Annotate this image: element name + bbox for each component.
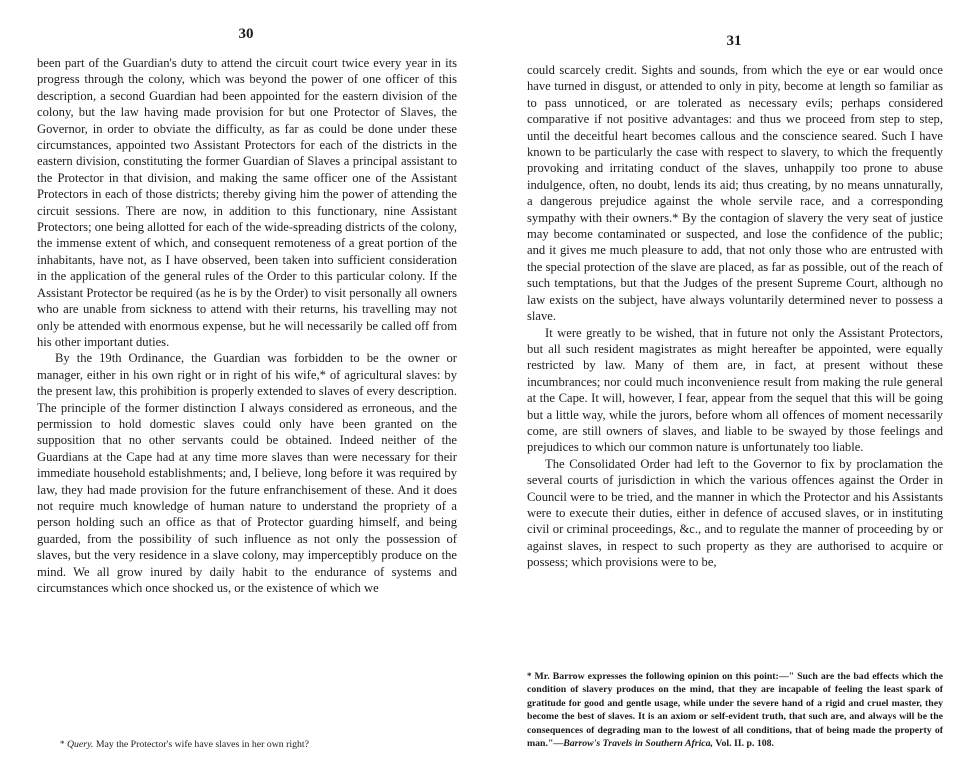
page-number: 31: [726, 33, 742, 49]
footnote-citation: Barrow's Travels in Southern Africa,: [563, 738, 713, 750]
paragraph: By the 19th Ordinance, the Guardian was forbidden to be the owner or manager, either in his own right or in right of his wife,* of agricultural slaves: by the present law, this prohibition is properly extended to slaves of every description. The principle of the former distinction I always considered as erroneous, and the permission to hold domestic slaves could only have been granted on the supposition that no other servants could be obtained. Indeed neither of the Guardians at the Cape had at any time more slaves than were necessary for their immediate household establishments; and, I believe, long before it was required by law, they had made provision for the future enfranchisement of these. And it does not require much knowledge of human nature to understand the propriety of a person holding such an office as that of Protector guarding himself, and being guarded, from the possibility of such influence as not only the possession of slaves, but the very residence in a slave colony, may imperceptibly produce on the mind. We all grow inured by daily habit to the endurance of systems and circumstances which once shocked us, or the existence of which we: [37, 351, 457, 595]
footnote-citation-tail: Vol. II. p. 108.: [715, 738, 774, 750]
footnote-text: May the Protector's wife have slaves in her own right?: [95, 739, 309, 750]
footnote: [60, 738, 440, 751]
footnote-label: Query.: [66, 739, 94, 750]
footnote: [527, 670, 943, 750]
page-number: 30: [238, 26, 254, 42]
paragraph: could scarcely credit. Sights and sounds, from which the eye or ear would once have turned in disgust, or attended to only in pity, become at length so familiar as to pass unnoticed, or are tolerated as necessary evils; perhaps considered comparative if not positive advantages: and thus we proceed from step to step, until the deceitful heart becomes callous and the conscience seared. Such I have known to be particularly the case with respect to slavery, to which the frequently provoking and irritating conduct of the slaves, unhappily too prone to abuse indulgence, often, no doubt, lends its aid; thus creating, by no means unnaturally, a dangerous prejudice against the whole servile race, and a corresponding sympathy with their owners.* By the contagion of slavery the very seat of justice may become contaminated or suspected, and lose the confidence of the public; and it gives me much pleasure to add, that not only those who are entrusted with the special protection of the slave are placed, as far as possible, out of the reach of such temptations, but that the Judges of the present Supreme Court, although no law exists on the subject, have always voluntarily determined never to possess a slave.: [527, 63, 943, 324]
paragraph: It were greatly to be wished, that in future not only the Assistant Protectors, but all such resident magistrates as might hereafter be appointed, were equally restricted by law. Many of them are, in fact, at present without these incumbrances; nor could much inconvenience result from making the rule general at the Cape. It will, however, I fear, appear from the sequel that this will be going but a little way, while the jurors, before whom all offences of moment necessarily come, are still owners of slaves, and liable to be swayed by those feelings and prejudices to which our common nature is unfortunately too liable.: [527, 325, 943, 455]
paragraph: The Consolidated Order had left to the Governor to fix by proclamation the several courts of jurisdiction in which the various offences against the Order in Council were to be tried, and the manner in which the Protector and his Assistants were to execute their duties, either in defence of accused slaves, or in instituting civil or criminal proceedings, &c., and to regulate the manner of proceeding by or against slaves, in respect to such property as they are authorised to acquire or possess; which provisions were to be,: [527, 456, 943, 570]
paragraph: been part of the Guardian's duty to attend the circuit court twice every year in its progress through the colony, which was beyond the power of one officer of this description, a second Guardian had been appointed for the eastern division of the colony, but the law having made provision for but one Protector of Slaves, the Governor, in order to obviate the difficulty, as far as could be done under these circumstances, appointed two Assistant Protectors for each of the districts in the eastern division, constituting the former Guardian of Slaves a principal assistant to the Protector in that division, and making the same officer one of the Assistant Protectors in each of those districts; thereby giving him the power of attending the circuit sessions. There are now, in addition to this functionary, nine Assistant Protectors; one being allotted for each of the wide-spreading districts of the colony, the immense extent of which, and consequent remoteness of a great portion of the inhabitants, have not, as I have observed, been taken into sufficient consideration in the application of the general rules of the Order to this particular colony. If the Assistant Protector be required (as he is by the Order) to visit personally all owners who are unable from sickness to attend with their returns, his travelling may not only be attended with enormous expense, but he will necessarily be called off from his other important duties.: [37, 56, 457, 349]
footnote-mark: *: [527, 671, 532, 681]
footnote-mark: *: [60, 739, 65, 749]
body-text: [527, 62, 943, 571]
right-page: [490, 0, 980, 772]
footnote-text: Mr. Barrow expresses the following opinion on this point:—" Such are the bad effects which the condition of slavery produces on the mind, that they are incapable of feeling the least spark of gratitude for good and gentle usage, while under the severe hand of a rigid and cruel master, they become the best of slaves. It is an axiom or self-evident truth, that such are, and always will be the consequences of degrading man to the lowest of all conditions, that of being made the property of man."—: [527, 671, 944, 750]
body-text: [37, 55, 457, 596]
